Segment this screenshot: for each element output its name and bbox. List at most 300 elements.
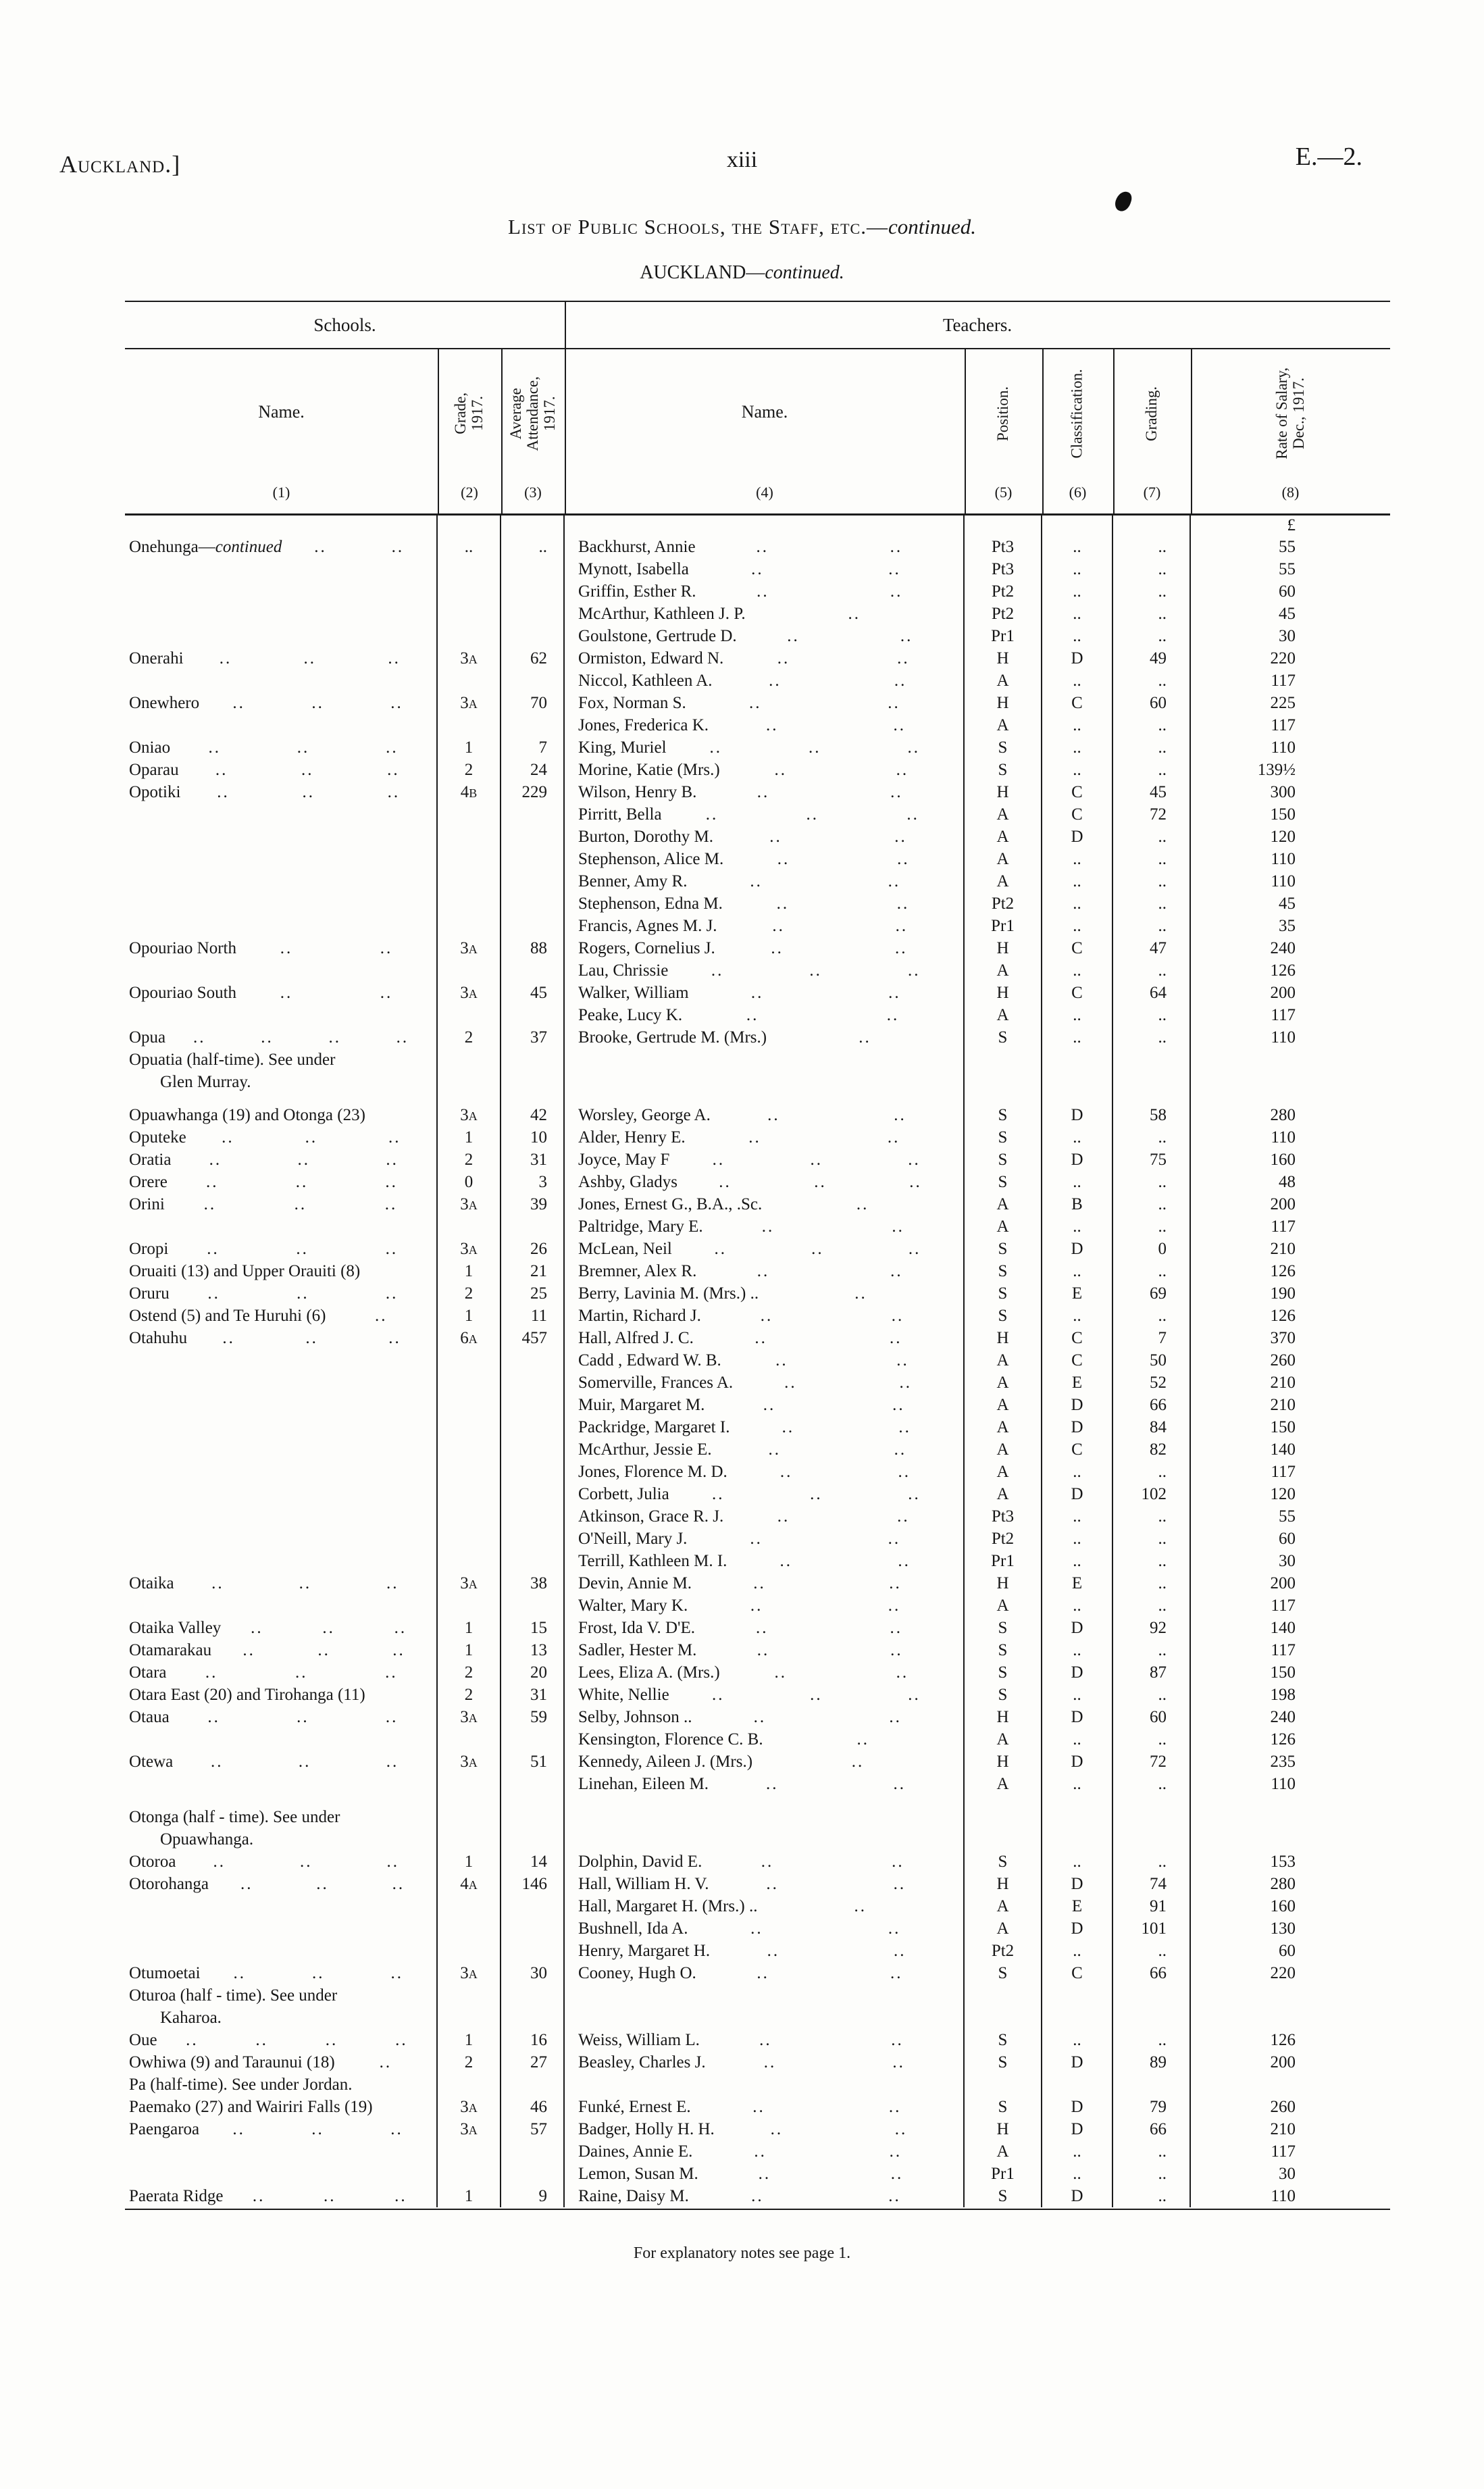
salary-cell: 200 bbox=[1270, 1195, 1296, 1213]
grade-cell: 2 bbox=[438, 1684, 501, 1706]
attendance-cell bbox=[501, 1394, 565, 1416]
classification-cell: .. bbox=[1042, 625, 1113, 647]
salary-cell: 160 bbox=[1270, 1897, 1296, 1915]
col-num-5: (5) bbox=[994, 484, 1013, 501]
school-name-cell bbox=[125, 1940, 438, 1962]
table-row bbox=[125, 1126, 1390, 1149]
grading-cell: 102 bbox=[1113, 1483, 1191, 1505]
attendance-cell: 38 bbox=[501, 1572, 565, 1594]
attendance-cell bbox=[501, 892, 565, 915]
classification-cell: C bbox=[1042, 937, 1113, 959]
column-divider bbox=[1113, 349, 1115, 516]
teacher-name-cell: Kennedy, Aileen J. (Mrs.) .. bbox=[565, 1751, 965, 1773]
school-name-cell bbox=[125, 1550, 438, 1572]
attendance-cell bbox=[501, 1093, 565, 1104]
attendance-cell bbox=[501, 1550, 565, 1572]
position-cell: S bbox=[965, 1305, 1042, 1327]
grading-cell: .. bbox=[1113, 736, 1191, 759]
classification-cell bbox=[1042, 1795, 1113, 1806]
grading-cell: .. bbox=[1113, 848, 1191, 870]
table-row bbox=[125, 1193, 1390, 1215]
position-cell bbox=[965, 1828, 1042, 1851]
grade-cell bbox=[438, 625, 501, 647]
classification-cell: .. bbox=[1042, 714, 1113, 736]
teacher-name-cell: Benner, Amy R. .. .. bbox=[565, 870, 965, 892]
grade-cell bbox=[438, 1049, 501, 1071]
table-row bbox=[125, 1895, 1390, 1917]
grade-cell bbox=[438, 2140, 501, 2163]
position-cell: S bbox=[965, 1282, 1042, 1305]
table-row bbox=[125, 1528, 1390, 1550]
salary-cell: 210 bbox=[1270, 2120, 1296, 2138]
school-name-cell bbox=[125, 603, 438, 625]
position-cell: Pt2 bbox=[965, 1528, 1042, 1550]
school-name-cell bbox=[125, 803, 438, 826]
table-row bbox=[125, 2029, 1390, 2051]
grading-cell bbox=[1113, 2073, 1191, 2096]
classification-cell: .. bbox=[1042, 1594, 1113, 1617]
classification-cell: .. bbox=[1042, 603, 1113, 625]
teacher-name-cell: Selby, Johnson .. .. .. bbox=[565, 1706, 965, 1728]
grade-cell bbox=[438, 915, 501, 937]
column-divider bbox=[965, 349, 966, 516]
classification-cell: .. bbox=[1042, 1305, 1113, 1327]
salary-cell bbox=[1191, 1828, 1390, 1851]
grading-cell bbox=[1113, 1828, 1191, 1851]
teacher-name-cell bbox=[565, 516, 965, 536]
school-name-cell bbox=[125, 1594, 438, 1617]
salary-cell: 126 bbox=[1270, 2031, 1296, 2049]
salary-cell: 280 bbox=[1270, 1875, 1296, 1893]
paper-reference: E.—2. bbox=[1295, 143, 1362, 171]
salary-cell: 110 bbox=[1271, 738, 1296, 757]
position-cell: A bbox=[965, 1372, 1042, 1394]
grading-cell bbox=[1113, 1806, 1191, 1828]
spacer-row bbox=[125, 1093, 1390, 1104]
teacher-name-cell: Pirritt, Bella .. .. .. bbox=[565, 803, 965, 826]
grading-cell: 69 bbox=[1113, 1282, 1191, 1305]
salary-cell: 126 bbox=[1270, 1262, 1296, 1280]
grade-cell: 3a bbox=[438, 1238, 501, 1260]
salary-cell: 117 bbox=[1271, 716, 1296, 734]
salary-cell: 45 bbox=[1279, 895, 1296, 913]
grade-cell bbox=[438, 803, 501, 826]
position-cell: Pr1 bbox=[965, 1550, 1042, 1572]
teacher-name-cell: Wilson, Henry B. .. .. bbox=[565, 781, 965, 803]
table-row bbox=[125, 1260, 1390, 1282]
grade-cell bbox=[438, 1394, 501, 1416]
classification-cell: D bbox=[1042, 1483, 1113, 1505]
grade-cell: 3a bbox=[438, 1962, 501, 1984]
classification-cell: .. bbox=[1042, 1126, 1113, 1149]
school-name-cell bbox=[125, 1215, 438, 1238]
salary-cell: 150 bbox=[1270, 1663, 1296, 1682]
table-row bbox=[125, 1305, 1390, 1327]
school-name-cell: Otumoetai .. .. .. bbox=[125, 1962, 438, 1984]
table-row bbox=[125, 1416, 1390, 1438]
note-row bbox=[125, 1828, 1390, 1851]
position-cell: Pr1 bbox=[965, 2163, 1042, 2185]
classification-cell: D bbox=[1042, 1873, 1113, 1895]
grading-cell: 82 bbox=[1113, 1438, 1191, 1461]
position-cell: S bbox=[965, 1962, 1042, 1984]
teacher-name-cell: Francis, Agnes M. J. .. .. bbox=[565, 915, 965, 937]
classification-cell: D bbox=[1042, 2118, 1113, 2140]
col-num-8: (8) bbox=[1281, 484, 1300, 501]
grading-cell: 87 bbox=[1113, 1661, 1191, 1684]
grade-cell bbox=[438, 1372, 501, 1394]
classification-cell: .. bbox=[1042, 2029, 1113, 2051]
grading-cell: .. bbox=[1113, 1305, 1191, 1327]
classification-cell bbox=[1042, 516, 1113, 536]
position-cell: H bbox=[965, 982, 1042, 1004]
table-row bbox=[125, 1917, 1390, 1940]
grading-cell: .. bbox=[1113, 826, 1191, 848]
position-cell: A bbox=[965, 2140, 1042, 2163]
salary-cell: 198 bbox=[1270, 1686, 1296, 1704]
grading-cell: .. bbox=[1113, 1940, 1191, 1962]
table-row bbox=[125, 1873, 1390, 1895]
teacher-name-cell: Joyce, May F .. .. .. bbox=[565, 1149, 965, 1171]
attendance-cell: 7 bbox=[501, 736, 565, 759]
table-row bbox=[125, 915, 1390, 937]
col-num-7: (7) bbox=[1143, 484, 1161, 501]
teacher-name-cell: Sadler, Hester M. .. .. bbox=[565, 1639, 965, 1661]
table-row bbox=[125, 1349, 1390, 1372]
attendance-cell bbox=[501, 2007, 565, 2029]
grading-cell: .. bbox=[1113, 1728, 1191, 1751]
school-name-cell: Ostend (5) and Te Huruhi (6) .. bbox=[125, 1305, 438, 1327]
position-cell: A bbox=[965, 714, 1042, 736]
salary-cell: 110 bbox=[1271, 872, 1296, 890]
position-cell: A bbox=[965, 803, 1042, 826]
grade-cell bbox=[438, 2163, 501, 2185]
salary-cell bbox=[1191, 1049, 1390, 1071]
position-cell: S bbox=[965, 1126, 1042, 1149]
grading-cell: 52 bbox=[1113, 1372, 1191, 1394]
school-name-cell: Onehunga—continued .. .. bbox=[125, 536, 438, 558]
attendance-cell bbox=[501, 714, 565, 736]
classification-cell: E bbox=[1042, 1372, 1113, 1394]
classification-cell: .. bbox=[1042, 1684, 1113, 1706]
school-name-cell: Opuawhanga (19) and Otonga (23) bbox=[125, 1104, 438, 1126]
grading-cell bbox=[1113, 516, 1191, 536]
grade-cell bbox=[438, 1728, 501, 1751]
teacher-name-cell bbox=[565, 2007, 965, 2029]
attendance-cell bbox=[501, 670, 565, 692]
classification-cell: C bbox=[1042, 982, 1113, 1004]
position-cell: Pt2 bbox=[965, 580, 1042, 603]
grading-cell: .. bbox=[1113, 2029, 1191, 2051]
position-cell: H bbox=[965, 1572, 1042, 1594]
classification-cell: D bbox=[1042, 826, 1113, 848]
table-row bbox=[125, 781, 1390, 803]
attendance-cell bbox=[501, 1349, 565, 1372]
school-name-cell bbox=[125, 558, 438, 580]
col-num-3: (3) bbox=[524, 484, 542, 501]
salary-cell: 280 bbox=[1270, 1106, 1296, 1124]
attendance-cell: 31 bbox=[501, 1684, 565, 1706]
salary-cell: 200 bbox=[1270, 2053, 1296, 2071]
salary-cell bbox=[1191, 2007, 1390, 2029]
position-cell: A bbox=[965, 670, 1042, 692]
grading-cell: .. bbox=[1113, 1215, 1191, 1238]
classification-cell: C bbox=[1042, 1438, 1113, 1461]
table-row bbox=[125, 1706, 1390, 1728]
position-cell: H bbox=[965, 1327, 1042, 1349]
teacher-name-cell bbox=[565, 1984, 965, 2007]
grade-cell: 3a bbox=[438, 1751, 501, 1773]
grade-cell bbox=[438, 826, 501, 848]
classification-cell: D bbox=[1042, 1394, 1113, 1416]
attendance-cell bbox=[501, 915, 565, 937]
salary-cell: £ bbox=[1287, 516, 1296, 534]
school-name-cell bbox=[125, 1416, 438, 1438]
position-cell bbox=[965, 1093, 1042, 1104]
school-name-cell: Otara .. .. .. bbox=[125, 1661, 438, 1684]
table-row bbox=[125, 1505, 1390, 1528]
position-cell: Pt3 bbox=[965, 558, 1042, 580]
school-name-cell: Oruru .. .. .. bbox=[125, 1282, 438, 1305]
spacer-row bbox=[125, 1795, 1390, 1806]
salary-cell: 117 bbox=[1271, 672, 1296, 690]
attendance-cell bbox=[501, 1828, 565, 1851]
classification-cell: D bbox=[1042, 1661, 1113, 1684]
table-row bbox=[125, 1639, 1390, 1661]
column-divider bbox=[438, 349, 439, 516]
grade-cell bbox=[438, 1416, 501, 1438]
school-name-cell bbox=[125, 1895, 438, 1917]
teacher-name-cell bbox=[565, 1049, 965, 1071]
teacher-name-cell: Ashby, Gladys .. .. .. bbox=[565, 1171, 965, 1193]
grade-cell: 1 bbox=[438, 1126, 501, 1149]
grade-cell: 4b bbox=[438, 781, 501, 803]
attendance-cell: 10 bbox=[501, 1126, 565, 1149]
salary-cell: 48 bbox=[1279, 1173, 1296, 1191]
teacher-name-cell: Lau, Chrissie .. .. .. bbox=[565, 959, 965, 982]
salary-cell bbox=[1191, 2073, 1390, 2096]
note-row bbox=[125, 1049, 1390, 1071]
school-name-cell: Otewa .. .. .. bbox=[125, 1751, 438, 1773]
salary-cell: 60 bbox=[1279, 1942, 1296, 1960]
grade-cell bbox=[438, 870, 501, 892]
position-cell: H bbox=[965, 937, 1042, 959]
position-cell: A bbox=[965, 1773, 1042, 1795]
attendance-cell: 51 bbox=[501, 1751, 565, 1773]
grading-cell: 66 bbox=[1113, 1394, 1191, 1416]
grading-cell: .. bbox=[1113, 1026, 1191, 1049]
grade-cell: 2 bbox=[438, 1282, 501, 1305]
teacher-name-cell: Jones, Florence M. D. .. .. bbox=[565, 1461, 965, 1483]
grading-cell: 64 bbox=[1113, 982, 1191, 1004]
note-row bbox=[125, 1984, 1390, 2007]
position-cell bbox=[965, 2073, 1042, 2096]
position-cell: A bbox=[965, 1416, 1042, 1438]
salary-cell: 150 bbox=[1270, 1418, 1296, 1436]
position-cell: A bbox=[965, 1193, 1042, 1215]
teacher-name-cell: Dolphin, David E. .. .. bbox=[565, 1851, 965, 1873]
position-cell: S bbox=[965, 2096, 1042, 2118]
grading-cell: .. bbox=[1113, 1684, 1191, 1706]
grade-cell: 3a bbox=[438, 1193, 501, 1215]
grading-cell bbox=[1113, 1049, 1191, 1071]
teacher-name-cell: Beasley, Charles J. .. .. bbox=[565, 2051, 965, 2073]
position-cell: S bbox=[965, 1026, 1042, 1049]
position-cell: S bbox=[965, 1684, 1042, 1706]
col-num-2: (2) bbox=[461, 484, 478, 501]
attendance-cell bbox=[501, 580, 565, 603]
grade-cell bbox=[438, 714, 501, 736]
position-cell: S bbox=[965, 1617, 1042, 1639]
teacher-name-cell: Henry, Margaret H. .. .. bbox=[565, 1940, 965, 1962]
grading-cell: .. bbox=[1113, 2163, 1191, 2185]
school-name-cell bbox=[125, 1483, 438, 1505]
grading-cell: 72 bbox=[1113, 1751, 1191, 1773]
position-cell: A bbox=[965, 1438, 1042, 1461]
salary-cell: 110 bbox=[1271, 1128, 1296, 1147]
school-name-cell: Opotiki .. .. .. bbox=[125, 781, 438, 803]
grading-cell: 45 bbox=[1113, 781, 1191, 803]
attendance-cell: 25 bbox=[501, 1282, 565, 1305]
grade-cell: 2 bbox=[438, 1661, 501, 1684]
grading-cell: 75 bbox=[1113, 1149, 1191, 1171]
school-name-cell: Paemako (27) and Wairiri Falls (19) bbox=[125, 2096, 438, 2118]
salary-cell: 120 bbox=[1270, 828, 1296, 846]
salary-cell: 370 bbox=[1270, 1329, 1296, 1347]
grade-cell: 3a bbox=[438, 647, 501, 670]
attendance-cell: 14 bbox=[501, 1851, 565, 1873]
classification-cell bbox=[1042, 1828, 1113, 1851]
teacher-name-cell: Frost, Ida V. D'E. .. .. bbox=[565, 1617, 965, 1639]
table-row bbox=[125, 982, 1390, 1004]
table-row bbox=[125, 1572, 1390, 1594]
table-row bbox=[125, 2051, 1390, 2073]
school-name-cell: Opouriao South .. .. bbox=[125, 982, 438, 1004]
table-row bbox=[125, 1594, 1390, 1617]
attendance-cell: 26 bbox=[501, 1238, 565, 1260]
salary-cell: 210 bbox=[1270, 1240, 1296, 1258]
position-cell: H bbox=[965, 1873, 1042, 1895]
school-name-cell bbox=[125, 670, 438, 692]
position-cell: Pt3 bbox=[965, 1505, 1042, 1528]
salary-cell: 300 bbox=[1270, 783, 1296, 801]
school-name-cell bbox=[125, 870, 438, 892]
position-cell: S bbox=[965, 1149, 1042, 1171]
table-header bbox=[125, 301, 1390, 516]
school-name-cell: Orini .. .. .. bbox=[125, 1193, 438, 1215]
table-row bbox=[125, 1171, 1390, 1193]
classification-cell: D bbox=[1042, 1917, 1113, 1940]
position-cell: A bbox=[965, 1349, 1042, 1372]
teacher-name-cell: Berry, Lavinia M. (Mrs.) .. .. bbox=[565, 1282, 965, 1305]
school-name-cell bbox=[125, 1093, 438, 1104]
classification-cell: D bbox=[1042, 1149, 1113, 1171]
col-label-average-attendance: Average Attendance, 1917. bbox=[507, 376, 558, 451]
grade-cell: 3a bbox=[438, 1104, 501, 1126]
table-bottom-rule bbox=[125, 2209, 1390, 2210]
table-row bbox=[125, 1617, 1390, 1639]
classification-cell bbox=[1042, 1806, 1113, 1828]
salary-cell bbox=[1191, 1093, 1390, 1104]
teacher-name-cell: Walter, Mary K. .. .. bbox=[565, 1594, 965, 1617]
teacher-name-cell: Backhurst, Annie .. .. bbox=[565, 536, 965, 558]
col-label-teacher-name: Name. bbox=[741, 402, 788, 422]
school-name-cell: Otara East (20) and Tirohanga (11) bbox=[125, 1684, 438, 1706]
grade-cell bbox=[438, 670, 501, 692]
position-cell: A bbox=[965, 826, 1042, 848]
list-title: List of Public Schools, the Staff, etc.—continued. bbox=[508, 215, 976, 238]
col-label-grading: Grading. bbox=[1143, 386, 1160, 441]
table-row bbox=[125, 714, 1390, 736]
table-top-rule bbox=[125, 301, 1390, 302]
table-row bbox=[125, 1751, 1390, 1773]
col-label-grade: Grade, 1917. bbox=[452, 393, 486, 434]
salary-cell: 126 bbox=[1270, 1307, 1296, 1325]
attendance-cell bbox=[501, 1728, 565, 1751]
position-cell bbox=[965, 2007, 1042, 2029]
grading-cell: 72 bbox=[1113, 803, 1191, 826]
table-row bbox=[125, 1940, 1390, 1962]
school-name-cell: Opuawhanga. bbox=[125, 1828, 438, 1851]
teacher-name-cell: Atkinson, Grace R. J. .. .. bbox=[565, 1505, 965, 1528]
grade-cell: 1 bbox=[438, 2029, 501, 2051]
table-row bbox=[125, 692, 1390, 714]
classification-cell: D bbox=[1042, 1104, 1113, 1126]
attendance-cell bbox=[501, 1004, 565, 1026]
attendance-cell bbox=[501, 1049, 565, 1071]
classification-cell: C bbox=[1042, 692, 1113, 714]
table-row bbox=[125, 1661, 1390, 1684]
position-cell: A bbox=[965, 848, 1042, 870]
salary-cell: 30 bbox=[1279, 2165, 1296, 2183]
school-name-cell: Kaharoa. bbox=[125, 2007, 438, 2029]
grade-cell bbox=[438, 603, 501, 625]
position-cell: A bbox=[965, 1895, 1042, 1917]
salary-cell: 110 bbox=[1271, 2187, 1296, 2205]
teacher-name-cell bbox=[565, 1828, 965, 1851]
teacher-name-cell: Hall, Margaret H. (Mrs.) .. .. bbox=[565, 1895, 965, 1917]
position-cell: S bbox=[965, 1661, 1042, 1684]
grade-cell: 1 bbox=[438, 1851, 501, 1873]
grading-cell: .. bbox=[1113, 625, 1191, 647]
teacher-name-cell: Linehan, Eileen M. .. .. bbox=[565, 1773, 965, 1795]
teacher-name-cell: McArthur, Kathleen J. P. .. bbox=[565, 603, 965, 625]
grade-cell bbox=[438, 1093, 501, 1104]
grading-cell: .. bbox=[1113, 558, 1191, 580]
grading-cell: 58 bbox=[1113, 1104, 1191, 1126]
salary-cell: 110 bbox=[1271, 1028, 1296, 1047]
school-name-cell: Otaua .. .. .. bbox=[125, 1706, 438, 1728]
attendance-cell: 9 bbox=[501, 2185, 565, 2207]
grading-cell: .. bbox=[1113, 714, 1191, 736]
school-name-cell: Onerahi .. .. .. bbox=[125, 647, 438, 670]
grade-cell bbox=[438, 1917, 501, 1940]
classification-cell: .. bbox=[1042, 1940, 1113, 1962]
attendance-cell bbox=[501, 1215, 565, 1238]
school-name-cell bbox=[125, 915, 438, 937]
salary-cell: 30 bbox=[1279, 627, 1296, 645]
grading-cell: 89 bbox=[1113, 2051, 1191, 2073]
column-divider bbox=[501, 349, 503, 516]
grading-cell: .. bbox=[1113, 2185, 1191, 2207]
classification-cell bbox=[1042, 1071, 1113, 1093]
salary-cell: 30 bbox=[1279, 1552, 1296, 1570]
grade-cell: 1 bbox=[438, 1639, 501, 1661]
table-body bbox=[125, 516, 1390, 2207]
salary-cell: 220 bbox=[1270, 649, 1296, 668]
position-cell: Pr1 bbox=[965, 915, 1042, 937]
grade-cell bbox=[438, 1071, 501, 1093]
